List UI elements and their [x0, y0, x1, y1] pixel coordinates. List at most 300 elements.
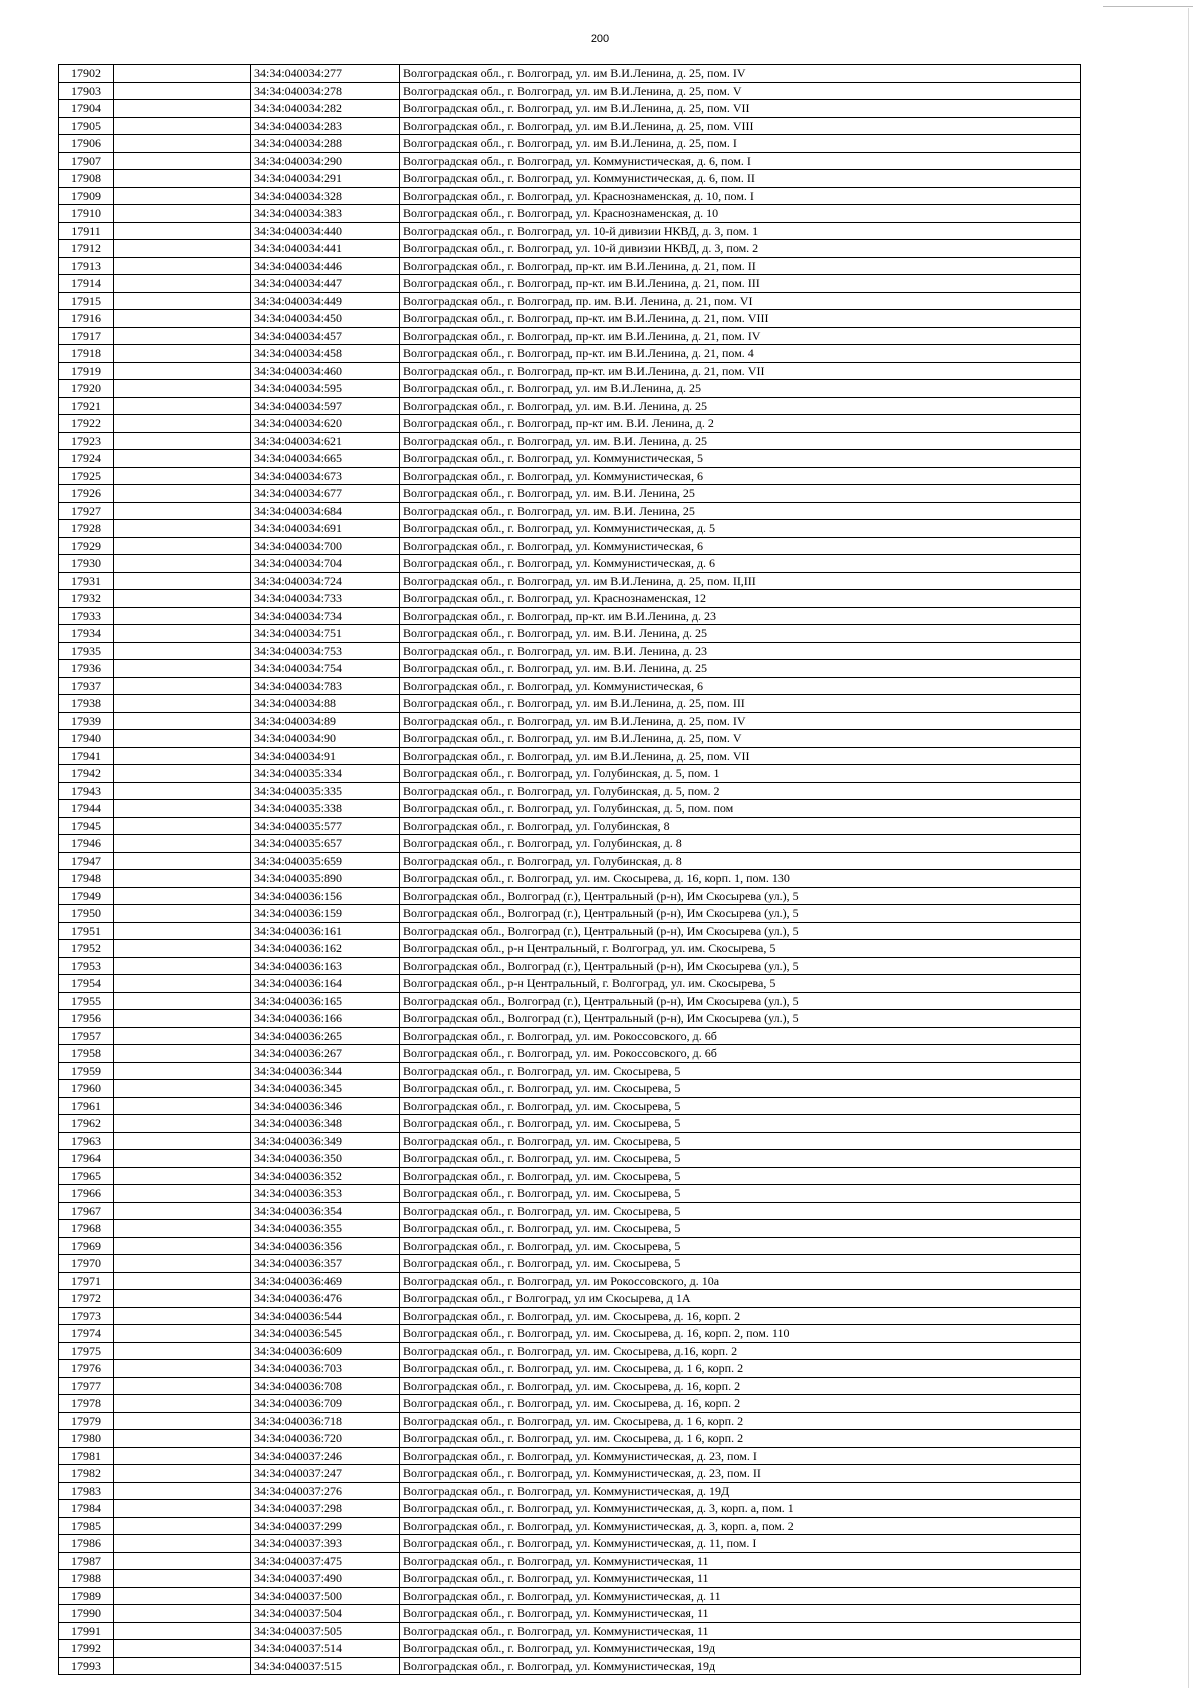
blank-cell — [114, 117, 251, 135]
address-cell: Волгоградская обл., г. Волгоград, пр-кт им. В.И. Ленина, д. 2 — [400, 415, 1081, 433]
row-number-cell: 17934 — [59, 625, 114, 643]
blank-cell — [114, 485, 251, 503]
blank-cell — [114, 957, 251, 975]
cadastral-number-cell: 34:34:040034:457 — [251, 327, 400, 345]
cadastral-number-cell: 34:34:040034:620 — [251, 415, 400, 433]
cadastral-number-cell: 34:34:040034:595 — [251, 380, 400, 398]
blank-cell — [114, 1010, 251, 1028]
address-cell: Волгоградская обл., г. Волгоград, ул. Коммунистическая, д. 19Д — [400, 1482, 1081, 1500]
table-row — [59, 852, 1081, 870]
blank-cell — [114, 362, 251, 380]
table-row — [59, 572, 1081, 590]
blank-cell — [114, 852, 251, 870]
cadastral-number-cell: 34:34:040035:577 — [251, 817, 400, 835]
table-row — [59, 1412, 1081, 1430]
blank-cell — [114, 747, 251, 765]
blank-cell — [114, 660, 251, 678]
registry-table-body — [59, 65, 1081, 1675]
address-cell: Волгоградская обл., г. Волгоград, ул. им В.И.Ленина, д. 25, пом. IV — [400, 712, 1081, 730]
address-cell: Волгоградская обл., г. Волгоград, пр-кт. им В.И.Ленина, д. 21, пом. 4 — [400, 345, 1081, 363]
blank-cell — [114, 1027, 251, 1045]
cadastral-number-cell: 34:34:040034:597 — [251, 397, 400, 415]
row-number-cell: 17936 — [59, 660, 114, 678]
row-number-cell: 17918 — [59, 345, 114, 363]
cadastral-number-cell: 34:34:040036:346 — [251, 1097, 400, 1115]
cadastral-number-cell: 34:34:040034:282 — [251, 100, 400, 118]
table-row — [59, 782, 1081, 800]
row-number-cell: 17987 — [59, 1552, 114, 1570]
row-number-cell: 17932 — [59, 590, 114, 608]
blank-cell — [114, 310, 251, 328]
cadastral-number-cell: 34:34:040036:352 — [251, 1167, 400, 1185]
address-cell: Волгоградская обл., г. Волгоград, ул. Коммунистическая, д. 11 — [400, 1587, 1081, 1605]
address-cell: Волгоградская обл., г. Волгоград, ул. им. В.И. Ленина, д. 25 — [400, 432, 1081, 450]
cadastral-number-cell: 34:34:040034:283 — [251, 117, 400, 135]
row-number-cell: 17957 — [59, 1027, 114, 1045]
address-cell: Волгоградская обл., г. Волгоград, пр. им. В.И. Ленина, д. 21, пом. VI — [400, 292, 1081, 310]
address-cell: Волгоградская обл., г. Волгоград, ул. Коммунистическая, д. 6 — [400, 555, 1081, 573]
row-number-cell: 17923 — [59, 432, 114, 450]
table-row — [59, 625, 1081, 643]
address-cell: Волгоградская обл., г. Волгоград, пр-кт. им В.И.Ленина, д. 21, пом. IV — [400, 327, 1081, 345]
blank-cell — [114, 712, 251, 730]
table-row — [59, 327, 1081, 345]
blank-cell — [114, 677, 251, 695]
table-row — [59, 975, 1081, 993]
blank-cell — [114, 1062, 251, 1080]
address-cell: Волгоградская обл., г. Волгоград, ул. им. Скосырева, 5 — [400, 1202, 1081, 1220]
blank-cell — [114, 1622, 251, 1640]
table-row — [59, 345, 1081, 363]
row-number-cell: 17952 — [59, 940, 114, 958]
table-row — [59, 1255, 1081, 1273]
blank-cell — [114, 607, 251, 625]
blank-cell — [114, 1132, 251, 1150]
table-row — [59, 590, 1081, 608]
row-number-cell: 17951 — [59, 922, 114, 940]
row-number-cell: 17980 — [59, 1430, 114, 1448]
address-cell: Волгоградская обл., г. Волгоград, ул. им. Скосырева, д. 16, корп. 2 — [400, 1395, 1081, 1413]
blank-cell — [114, 1395, 251, 1413]
blank-cell — [114, 765, 251, 783]
address-cell: Волгоградская обл., г. Волгоград, ул. Коммунистическая, 11 — [400, 1622, 1081, 1640]
row-number-cell: 17990 — [59, 1605, 114, 1623]
address-cell: Волгоградская обл., г. Волгоград, ул. Коммунистическая, 6 — [400, 677, 1081, 695]
row-number-cell: 17977 — [59, 1377, 114, 1395]
table-row — [59, 747, 1081, 765]
table-row — [59, 835, 1081, 853]
blank-cell — [114, 1465, 251, 1483]
row-number-cell: 17966 — [59, 1185, 114, 1203]
address-cell: Волгоградская обл., г. Волгоград, ул. им Рокоссовского, д. 10а — [400, 1272, 1081, 1290]
cadastral-number-cell: 34:34:040034:291 — [251, 170, 400, 188]
blank-cell — [114, 380, 251, 398]
row-number-cell: 17960 — [59, 1080, 114, 1098]
blank-cell — [114, 1342, 251, 1360]
cadastral-number-cell: 34:34:040034:449 — [251, 292, 400, 310]
address-cell: Волгоградская обл., г. Волгоград, ул. Коммунистическая, 11 — [400, 1552, 1081, 1570]
row-number-cell: 17937 — [59, 677, 114, 695]
address-cell: Волгоградская обл., р-н Центральный, г. Волгоград, ул. им. Скосырева, 5 — [400, 940, 1081, 958]
address-cell: Волгоградская обл., г Волгоград, ул им Скосырева, д 1А — [400, 1290, 1081, 1308]
address-cell: Волгоградская обл., г. Волгоград, ул. им. Скосырева, 5 — [400, 1132, 1081, 1150]
address-cell: Волгоградская обл., р-н Центральный, г. Волгоград, ул. им. Скосырева, 5 — [400, 975, 1081, 993]
cadastral-number-cell: 34:34:040036:344 — [251, 1062, 400, 1080]
row-number-cell: 17948 — [59, 870, 114, 888]
blank-cell — [114, 397, 251, 415]
row-number-cell: 17911 — [59, 222, 114, 240]
blank-cell — [114, 1447, 251, 1465]
scan-edge-line — [1188, 8, 1189, 1688]
cadastral-number-cell: 34:34:040037:246 — [251, 1447, 400, 1465]
cadastral-number-cell: 34:34:040037:276 — [251, 1482, 400, 1500]
cadastral-number-cell: 34:34:040034:665 — [251, 450, 400, 468]
address-cell: Волгоградская обл., г. Волгоград, ул. 10-й дивизии НКВД, д. 3, пом. 1 — [400, 222, 1081, 240]
cadastral-number-cell: 34:34:040034:288 — [251, 135, 400, 153]
cadastral-number-cell: 34:34:040034:441 — [251, 240, 400, 258]
blank-cell — [114, 1237, 251, 1255]
table-row — [59, 555, 1081, 573]
address-cell: Волгоградская обл., г. Волгоград, ул. им. В.И. Ленина, 25 — [400, 502, 1081, 520]
blank-cell — [114, 1185, 251, 1203]
blank-cell — [114, 257, 251, 275]
blank-cell — [114, 572, 251, 590]
table-row — [59, 82, 1081, 100]
table-row — [59, 380, 1081, 398]
table-row — [59, 1430, 1081, 1448]
blank-cell — [114, 782, 251, 800]
table-row — [59, 397, 1081, 415]
table-row — [59, 1237, 1081, 1255]
cadastral-number-cell: 34:34:040034:328 — [251, 187, 400, 205]
cadastral-number-cell: 34:34:040034:277 — [251, 65, 400, 83]
row-number-cell: 17944 — [59, 800, 114, 818]
blank-cell — [114, 240, 251, 258]
row-number-cell: 17946 — [59, 835, 114, 853]
cadastral-number-cell: 34:34:040037:490 — [251, 1570, 400, 1588]
blank-cell — [114, 1640, 251, 1658]
row-number-cell: 17917 — [59, 327, 114, 345]
blank-cell — [114, 135, 251, 153]
row-number-cell: 17928 — [59, 520, 114, 538]
address-cell: Волгоградская обл., г. Волгоград, ул. им. Скосырева, 5 — [400, 1097, 1081, 1115]
row-number-cell: 17968 — [59, 1220, 114, 1238]
table-row — [59, 135, 1081, 153]
row-number-cell: 17914 — [59, 275, 114, 293]
table-row — [59, 1552, 1081, 1570]
cadastral-number-cell: 34:34:040034:753 — [251, 642, 400, 660]
table-row — [59, 187, 1081, 205]
cadastral-number-cell: 34:34:040037:393 — [251, 1535, 400, 1553]
table-row — [59, 607, 1081, 625]
row-number-cell: 17954 — [59, 975, 114, 993]
table-row — [59, 1395, 1081, 1413]
row-number-cell: 17945 — [59, 817, 114, 835]
table-row — [59, 1062, 1081, 1080]
address-cell: Волгоградская обл., г. Волгоград, ул. им В.И.Ленина, д. 25, пом. VIII — [400, 117, 1081, 135]
table-row — [59, 415, 1081, 433]
row-number-cell: 17982 — [59, 1465, 114, 1483]
address-cell: Волгоградская обл., г. Волгоград, пр-кт. им В.И.Ленина, д. 23 — [400, 607, 1081, 625]
cadastral-number-cell: 34:34:040037:504 — [251, 1605, 400, 1623]
address-cell: Волгоградская обл., г. Волгоград, ул. Коммунистическая, 11 — [400, 1570, 1081, 1588]
address-cell: Волгоградская обл., г. Волгоград, ул. Коммунистическая, 11 — [400, 1605, 1081, 1623]
address-cell: Волгоградская обл., г. Волгоград, ул. им. Рокоссовского, д. 6б — [400, 1045, 1081, 1063]
cadastral-number-cell: 34:34:040037:247 — [251, 1465, 400, 1483]
row-number-cell: 17959 — [59, 1062, 114, 1080]
table-row — [59, 1517, 1081, 1535]
cadastral-number-cell: 34:34:040036:355 — [251, 1220, 400, 1238]
row-number-cell: 17942 — [59, 765, 114, 783]
cadastral-number-cell: 34:34:040036:354 — [251, 1202, 400, 1220]
table-row — [59, 1622, 1081, 1640]
address-cell: Волгоградская обл., г. Волгоград, ул. им В.И.Ленина, д. 25, пом. IV — [400, 65, 1081, 83]
address-cell: Волгоградская обл., г. Волгоград, ул. им. Скосырева, 5 — [400, 1167, 1081, 1185]
row-number-cell: 17913 — [59, 257, 114, 275]
table-row — [59, 1342, 1081, 1360]
address-cell: Волгоградская обл., г. Волгоград, ул. им. Скосырева, д. 16, корп. 2 — [400, 1377, 1081, 1395]
table-row — [59, 870, 1081, 888]
table-row — [59, 502, 1081, 520]
cadastral-number-cell: 34:34:040036:267 — [251, 1045, 400, 1063]
cadastral-number-cell: 34:34:040036:357 — [251, 1255, 400, 1273]
blank-cell — [114, 835, 251, 853]
table-row — [59, 1132, 1081, 1150]
cadastral-number-cell: 34:34:040036:165 — [251, 992, 400, 1010]
address-cell: Волгоградская обл., Волгоград (г.), Центральный (р-н), Им Скосырева (ул.), 5 — [400, 992, 1081, 1010]
blank-cell — [114, 695, 251, 713]
cadastral-number-cell: 34:34:040034:783 — [251, 677, 400, 695]
blank-cell — [114, 205, 251, 223]
blank-cell — [114, 345, 251, 363]
address-cell: Волгоградская обл., г. Волгоград, ул. Голубинская, д. 5, пом. 2 — [400, 782, 1081, 800]
blank-cell — [114, 1657, 251, 1675]
cadastral-number-cell: 34:34:040035:659 — [251, 852, 400, 870]
row-number-cell: 17916 — [59, 310, 114, 328]
row-number-cell: 17976 — [59, 1360, 114, 1378]
table-row — [59, 957, 1081, 975]
table-row — [59, 432, 1081, 450]
cadastral-number-cell: 34:34:040035:657 — [251, 835, 400, 853]
address-cell: Волгоградская обл., г. Волгоград, пр-кт. им В.И.Ленина, д. 21, пом. II — [400, 257, 1081, 275]
cadastral-number-cell: 34:34:040036:162 — [251, 940, 400, 958]
row-number-cell: 17989 — [59, 1587, 114, 1605]
row-number-cell: 17903 — [59, 82, 114, 100]
cadastral-number-cell: 34:34:040036:469 — [251, 1272, 400, 1290]
table-row — [59, 1605, 1081, 1623]
registry-table — [58, 64, 1081, 1675]
cadastral-number-cell: 34:34:040036:163 — [251, 957, 400, 975]
address-cell: Волгоградская обл., г. Волгоград, ул. Коммунистическая, 6 — [400, 537, 1081, 555]
blank-cell — [114, 152, 251, 170]
row-number-cell: 17921 — [59, 397, 114, 415]
address-cell: Волгоградская обл., г. Волгоград, ул. им. Скосырева, д.16, корп. 2 — [400, 1342, 1081, 1360]
address-cell: Волгоградская обл., г. Волгоград, ул. Коммунистическая, 19д — [400, 1640, 1081, 1658]
table-row — [59, 1307, 1081, 1325]
cadastral-number-cell: 34:34:040036:166 — [251, 1010, 400, 1028]
cadastral-number-cell: 34:34:040036:476 — [251, 1290, 400, 1308]
table-row — [59, 660, 1081, 678]
table-row — [59, 292, 1081, 310]
row-number-cell: 17972 — [59, 1290, 114, 1308]
table-row — [59, 1272, 1081, 1290]
row-number-cell: 17975 — [59, 1342, 114, 1360]
blank-cell — [114, 1080, 251, 1098]
blank-cell — [114, 992, 251, 1010]
row-number-cell: 17963 — [59, 1132, 114, 1150]
row-number-cell: 17919 — [59, 362, 114, 380]
cadastral-number-cell: 34:34:040034:290 — [251, 152, 400, 170]
blank-cell — [114, 870, 251, 888]
blank-cell — [114, 817, 251, 835]
table-row — [59, 1290, 1081, 1308]
blank-cell — [114, 1500, 251, 1518]
cadastral-number-cell: 34:34:040034:621 — [251, 432, 400, 450]
address-cell: Волгоградская обл., г. Волгоград, ул. им. Скосырева, д. 1 6, корп. 2 — [400, 1360, 1081, 1378]
cadastral-number-cell: 34:34:040037:298 — [251, 1500, 400, 1518]
table-row — [59, 65, 1081, 83]
blank-cell — [114, 887, 251, 905]
table-row — [59, 1447, 1081, 1465]
row-number-cell: 17912 — [59, 240, 114, 258]
row-number-cell: 17927 — [59, 502, 114, 520]
row-number-cell: 17992 — [59, 1640, 114, 1658]
cadastral-number-cell: 34:34:040036:545 — [251, 1325, 400, 1343]
cadastral-number-cell: 34:34:040034:90 — [251, 730, 400, 748]
cadastral-number-cell: 34:34:040034:734 — [251, 607, 400, 625]
row-number-cell: 17971 — [59, 1272, 114, 1290]
address-cell: Волгоградская обл., г. Волгоград, ул. Голубинская, д. 5, пом. пом — [400, 800, 1081, 818]
address-cell: Волгоградская обл., г. Волгоград, ул. Голубинская, д. 8 — [400, 852, 1081, 870]
table-row — [59, 817, 1081, 835]
table-row — [59, 520, 1081, 538]
blank-cell — [114, 1150, 251, 1168]
address-cell: Волгоградская обл., г. Волгоград, ул. Коммунистическая, д. 23, пом. II — [400, 1465, 1081, 1483]
table-row — [59, 1202, 1081, 1220]
row-number-cell: 17981 — [59, 1447, 114, 1465]
table-row — [59, 940, 1081, 958]
address-cell: Волгоградская обл., Волгоград (г.), Центральный (р-н), Им Скосырева (ул.), 5 — [400, 922, 1081, 940]
blank-cell — [114, 1482, 251, 1500]
table-row — [59, 1587, 1081, 1605]
cadastral-number-cell: 34:34:040036:161 — [251, 922, 400, 940]
blank-cell — [114, 1587, 251, 1605]
cadastral-number-cell: 34:34:040036:159 — [251, 905, 400, 923]
table-row — [59, 450, 1081, 468]
table-row — [59, 1570, 1081, 1588]
table-row — [59, 992, 1081, 1010]
row-number-cell: 17964 — [59, 1150, 114, 1168]
address-cell: Волгоградская обл., г. Волгоград, ул. им В.И.Ленина, д. 25, пом. V — [400, 730, 1081, 748]
blank-cell — [114, 1430, 251, 1448]
table-row — [59, 1360, 1081, 1378]
address-cell: Волгоградская обл., г. Волгоград, ул. им. Скосырева, 5 — [400, 1150, 1081, 1168]
cadastral-number-cell: 34:34:040034:460 — [251, 362, 400, 380]
table-row — [59, 922, 1081, 940]
page-number: 200 — [590, 33, 610, 45]
blank-cell — [114, 905, 251, 923]
row-number-cell: 17907 — [59, 152, 114, 170]
row-number-cell: 17965 — [59, 1167, 114, 1185]
row-number-cell: 17909 — [59, 187, 114, 205]
cadastral-number-cell: 34:34:040034:447 — [251, 275, 400, 293]
address-cell: Волгоградская обл., г. Волгоград, ул. Коммунистическая, д. 11, пом. I — [400, 1535, 1081, 1553]
cadastral-number-cell: 34:34:040034:684 — [251, 502, 400, 520]
row-number-cell: 17974 — [59, 1325, 114, 1343]
blank-cell — [114, 415, 251, 433]
row-number-cell: 17904 — [59, 100, 114, 118]
address-cell: Волгоградская обл., г. Волгоград, ул. им. Скосырева, д. 16, корп. 2, пом. 110 — [400, 1325, 1081, 1343]
cadastral-number-cell: 34:34:040034:724 — [251, 572, 400, 590]
table-row — [59, 695, 1081, 713]
blank-cell — [114, 327, 251, 345]
table-row — [59, 1080, 1081, 1098]
blank-cell — [114, 1325, 251, 1343]
row-number-cell: 17979 — [59, 1412, 114, 1430]
cadastral-number-cell: 34:34:040036:708 — [251, 1377, 400, 1395]
address-cell: Волгоградская обл., г. Волгоград, ул. им. Скосырева, д. 1 6, корп. 2 — [400, 1430, 1081, 1448]
address-cell: Волгоградская обл., г. Волгоград, ул. Коммунистическая, 6 — [400, 467, 1081, 485]
address-cell: Волгоградская обл., г. Волгоград, ул. им В.И.Ленина, д. 25, пом. VII — [400, 747, 1081, 765]
row-number-cell: 17993 — [59, 1657, 114, 1675]
cadastral-number-cell: 34:34:040037:505 — [251, 1622, 400, 1640]
address-cell: Волгоградская обл., г. Волгоград, ул. Коммунистическая, д. 5 — [400, 520, 1081, 538]
cadastral-number-cell: 34:34:040034:704 — [251, 555, 400, 573]
address-cell: Волгоградская обл., г. Волгоград, ул. им. В.И. Ленина, д. 25 — [400, 397, 1081, 415]
cadastral-number-cell: 34:34:040037:515 — [251, 1657, 400, 1675]
blank-cell — [114, 520, 251, 538]
row-number-cell: 17933 — [59, 607, 114, 625]
table-row — [59, 1185, 1081, 1203]
cadastral-number-cell: 34:34:040037:299 — [251, 1517, 400, 1535]
row-number-cell: 17908 — [59, 170, 114, 188]
row-number-cell: 17922 — [59, 415, 114, 433]
row-number-cell: 17958 — [59, 1045, 114, 1063]
blank-cell — [114, 1167, 251, 1185]
blank-cell — [114, 82, 251, 100]
row-number-cell: 17940 — [59, 730, 114, 748]
blank-cell — [114, 1202, 251, 1220]
address-cell: Волгоградская обл., г. Волгоград, пр-кт. им В.И.Ленина, д. 21, пом. III — [400, 275, 1081, 293]
cadastral-number-cell: 34:34:040034:691 — [251, 520, 400, 538]
cadastral-number-cell: 34:34:040036:265 — [251, 1027, 400, 1045]
address-cell: Волгоградская обл., г. Волгоград, ул. 10-й дивизии НКВД, д. 3, пом. 2 — [400, 240, 1081, 258]
address-cell: Волгоградская обл., г. Волгоград, ул. им В.И.Ленина, д. 25, пом. I — [400, 135, 1081, 153]
row-number-cell: 17970 — [59, 1255, 114, 1273]
cadastral-number-cell: 34:34:040034:450 — [251, 310, 400, 328]
blank-cell — [114, 590, 251, 608]
table-row — [59, 1150, 1081, 1168]
cadastral-number-cell: 34:34:040036:720 — [251, 1430, 400, 1448]
table-row — [59, 222, 1081, 240]
row-number-cell: 17915 — [59, 292, 114, 310]
row-number-cell: 17953 — [59, 957, 114, 975]
cadastral-number-cell: 34:34:040034:677 — [251, 485, 400, 503]
row-number-cell: 17973 — [59, 1307, 114, 1325]
address-cell: Волгоградская обл., г. Волгоград, ул. Краснознаменская, д. 10 — [400, 205, 1081, 223]
blank-cell — [114, 940, 251, 958]
table-row — [59, 205, 1081, 223]
address-cell: Волгоградская обл., г. Волгоград, ул. им В.И.Ленина, д. 25 — [400, 380, 1081, 398]
table-row — [59, 905, 1081, 923]
blank-cell — [114, 800, 251, 818]
row-number-cell: 17929 — [59, 537, 114, 555]
blank-cell — [114, 730, 251, 748]
address-cell: Волгоградская обл., г. Волгоград, ул. Краснознаменская, д. 10, пом. I — [400, 187, 1081, 205]
table-row — [59, 642, 1081, 660]
blank-cell — [114, 1045, 251, 1063]
blank-cell — [114, 450, 251, 468]
